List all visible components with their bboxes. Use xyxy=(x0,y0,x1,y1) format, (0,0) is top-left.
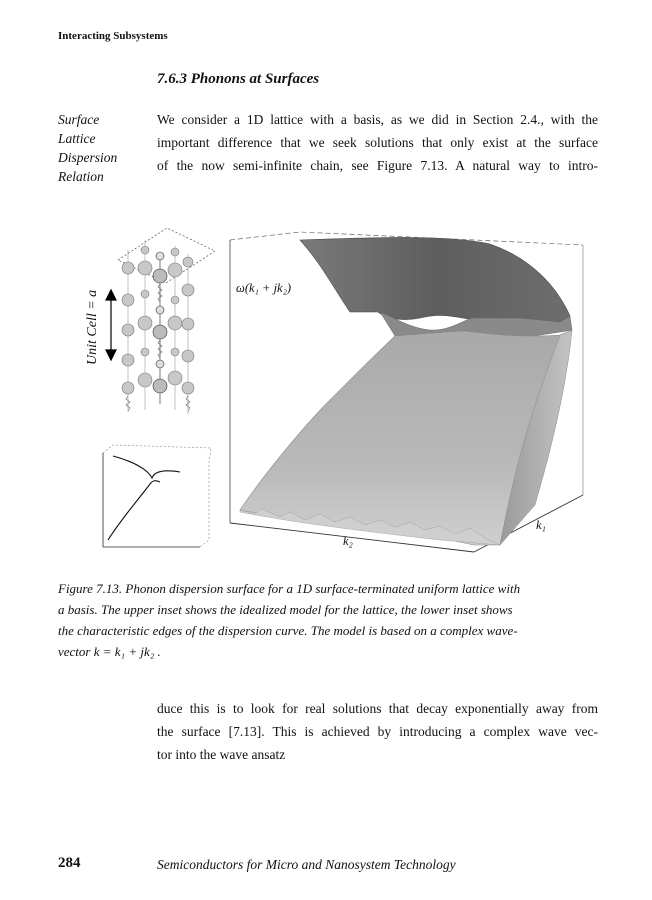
text-line: tor into the wave ansatz xyxy=(157,747,286,762)
caption-line: the characteristic edges of the dispersion curve. The model is based on a complex wave- xyxy=(58,623,518,638)
text-line: the surface [7.13]. This is achieved by introducing a complex wave vec- xyxy=(157,724,598,739)
text-line: We consider a 1D lattice with a basis, as we did in Section 2.4., with the xyxy=(157,112,598,127)
unit-cell-label: Unit Cell = a xyxy=(85,289,100,365)
dispersion-edges-inset xyxy=(103,445,211,547)
running-head: Interacting Subsystems xyxy=(58,30,168,42)
k1-axis-label: k₁ xyxy=(536,518,546,532)
dispersion-surface-plot xyxy=(230,232,583,552)
unit-cell-arrow xyxy=(106,290,116,360)
section-title: 7.6.3 Phonons at Surfaces xyxy=(157,71,320,87)
figure-caption xyxy=(58,578,598,662)
text-line: duce this is to look for real solutions that decay exponentially away from xyxy=(157,701,598,716)
k2-axis-label: k₂ xyxy=(343,534,353,548)
book-title: Semiconductors for Micro and Nanosystem Technology xyxy=(157,857,456,872)
paragraph-2 xyxy=(157,697,598,766)
caption-line: vector k = k₁ + jk₂ . xyxy=(58,644,161,659)
lattice-model-inset xyxy=(85,228,215,414)
text-line: of the now semi-infinite chain, see Figure 7.13. A natural way to intro- xyxy=(157,158,598,173)
text-line: important difference that we seek solutions that only exist at the surface xyxy=(157,135,598,150)
margin-note-line: Surface xyxy=(58,112,100,127)
margin-note-line: Dispersion xyxy=(58,150,118,165)
caption-line: a basis. The upper inset shows the idealized model for the lattice, the lower inset shows xyxy=(58,602,513,617)
margin-note-line: Relation xyxy=(58,169,104,184)
margin-note-line: Lattice xyxy=(58,131,96,146)
surface-function-label: ω(k₁ + jk₂) xyxy=(236,281,292,295)
upper-branch-surface xyxy=(300,237,570,323)
caption-line: Figure 7.13. Phonon dispersion surface for a 1D surface-terminated uniform lattice with xyxy=(58,581,521,596)
page-number: 284 xyxy=(58,855,81,871)
atom-columns xyxy=(122,240,194,414)
